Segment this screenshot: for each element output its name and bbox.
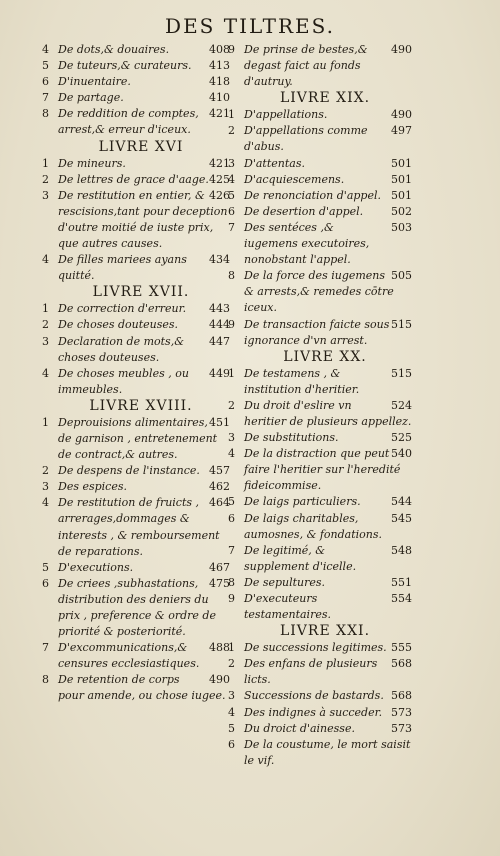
entry-number: 6: [228, 204, 235, 218]
entry-title-text: Des espices.: [58, 480, 127, 494]
entry-page-number: 502: [391, 204, 412, 218]
entry-page-number: 410: [209, 91, 230, 105]
entry-title: [244, 220, 412, 268]
entry-number: 7: [42, 641, 49, 655]
entry-page-number: 443: [209, 302, 230, 316]
entry-number: 7: [42, 91, 49, 105]
entry-title: [244, 446, 412, 494]
entry-page-number: 464: [209, 496, 230, 510]
entry-page-number: 451: [209, 415, 230, 429]
entry-number: 7: [228, 220, 235, 234]
entry-title: [58, 576, 230, 640]
entry-number: 4: [42, 366, 49, 380]
toc-entry: [228, 317, 412, 349]
toc-entry: [228, 107, 412, 123]
entry-page-number: 503: [391, 220, 412, 234]
toc-entry: [42, 42, 230, 58]
entry-title: [58, 560, 230, 576]
entry-title: [58, 90, 230, 106]
entry-title: [58, 252, 230, 284]
toc-entry: [228, 123, 412, 155]
toc-entry: [42, 317, 230, 333]
entry-number: 8: [42, 107, 49, 121]
entry-number: 1: [42, 302, 49, 316]
entry-title: [244, 656, 412, 688]
entry-title-text: De successions legitimes.: [244, 641, 387, 655]
entry-page-number: 568: [391, 657, 412, 671]
entry-title-text: De partage.: [58, 91, 124, 105]
entry-title-text: Des enfans de plusieurs licts.: [244, 657, 378, 687]
entry-number: 8: [228, 575, 235, 589]
left-column: [42, 42, 230, 705]
entry-title: [58, 415, 230, 463]
entry-title: [58, 188, 230, 252]
entry-title-text: Successions de bastards.: [244, 689, 384, 703]
entry-page-number: 544: [391, 495, 412, 509]
entry-number: 3: [228, 689, 235, 703]
toc-entry: [228, 268, 412, 316]
entry-title-text: De tuteurs,& curateurs.: [58, 59, 192, 73]
toc-entry: [42, 495, 230, 559]
entry-title-text: De la distraction que peut faire l'heritier sur l'heredité fideicommise.: [244, 447, 401, 493]
entry-page-number: 501: [391, 172, 412, 186]
entry-title-text: De retention de corps pour amende, ou chose iugee.: [58, 673, 226, 703]
entry-number: 5: [228, 721, 235, 735]
entry-title: [244, 398, 412, 430]
entry-title-text: Deprouisions alimentaires, de garnison , entretenement de contract,& autres.: [58, 415, 218, 462]
entry-title-text: De sepultures.: [244, 575, 326, 589]
toc-entry: [42, 560, 230, 576]
entry-page-number: 488: [209, 641, 230, 655]
toc-entry: [42, 415, 230, 463]
toc-entry: [228, 494, 412, 510]
entry-title-text: De legitimé, & supplement d'icelle.: [244, 543, 357, 573]
entry-title: [244, 123, 412, 155]
entry-title-text: D'executeurs testamentaires.: [244, 592, 331, 622]
entry-title: [244, 688, 412, 704]
entry-number: 1: [42, 415, 49, 429]
entry-title: [244, 591, 412, 623]
entry-title-text: De criees ,subhastations, distribution des deniers du prix , preference & ordre de priorité & posteriorité.: [58, 576, 216, 639]
entry-title: [58, 479, 230, 495]
entry-number: 9: [228, 592, 235, 605]
toc-entry: [228, 156, 412, 172]
entry-number: 2: [228, 124, 235, 138]
entry-number: 3: [228, 156, 235, 170]
entry-number: 6: [42, 75, 49, 89]
toc-entry: [42, 188, 230, 252]
entry-title-text: De desertion d'appel.: [244, 204, 364, 218]
entry-title-text: Des sentéces ,& iugemens executoires, nonobstant l'appel.: [244, 220, 370, 267]
entry-number: 5: [228, 188, 235, 202]
entry-number: 6: [228, 737, 235, 751]
entry-title: [58, 74, 230, 90]
entry-page-number: 421: [209, 107, 230, 121]
entry-page-number: 490: [209, 673, 230, 687]
entry-title-text: De restitution en entier, & rescisions,tant pour deception d'outre moitié de iuste prix, que autres causes.: [58, 188, 228, 251]
entry-page-number: 501: [391, 188, 412, 202]
entry-title-text: De la coustume, le mort saisit le vif.: [244, 737, 411, 767]
entry-title-text: De filles mariees ayans quitté.: [58, 253, 187, 283]
entry-title: [244, 737, 412, 769]
entry-page-number: 421: [209, 156, 230, 170]
entry-number: 4: [42, 253, 49, 267]
entry-number: 4: [42, 43, 49, 56]
toc-entry: [228, 656, 412, 688]
entry-page-number: 505: [391, 269, 412, 283]
entry-title: [58, 640, 230, 672]
entry-title: [244, 172, 412, 188]
entry-page-number: 490: [391, 43, 412, 56]
toc-entry: [228, 172, 412, 188]
toc-entry: [42, 366, 230, 398]
entry-page-number: 462: [209, 480, 230, 494]
entry-number: 5: [42, 560, 49, 574]
entry-title-text: De renonciation d'appel.: [244, 188, 381, 202]
entry-number: 4: [228, 705, 235, 719]
entry-title: [58, 463, 230, 479]
entry-number: 3: [42, 480, 49, 494]
entry-title: [244, 575, 412, 591]
entry-title-text: Des indignes à succeder.: [244, 705, 383, 719]
entry-title: [244, 204, 412, 220]
entry-title: [244, 107, 412, 123]
entry-page-number: 515: [391, 366, 412, 380]
entry-title: [244, 511, 412, 543]
entry-number: 3: [42, 188, 49, 202]
entry-title: [58, 317, 230, 333]
entry-page-number: 555: [391, 641, 412, 655]
toc-entry: [228, 591, 412, 623]
toc-entry: [42, 576, 230, 640]
entry-title: [58, 495, 230, 559]
entry-number: 2: [42, 318, 49, 332]
entry-number: 4: [42, 496, 49, 510]
entry-number: 1: [228, 108, 235, 122]
entry-number: 3: [228, 431, 235, 445]
toc-entry: [42, 90, 230, 106]
book-heading: LIVRE XXI.: [279, 623, 371, 640]
toc-entry: [42, 334, 230, 366]
entry-title: [244, 494, 412, 510]
entry-number: 6: [228, 511, 235, 525]
entry-title: [58, 156, 230, 172]
entry-title-text: Declaration de mots,& choses douteuses.: [58, 334, 184, 364]
toc-entry: [42, 479, 230, 495]
toc-entry: [228, 366, 412, 398]
entry-page-number: 434: [209, 253, 230, 267]
entry-title-text: De restitution de fruicts , arrerages,dommages & interests , & remboursement de reparations.: [58, 496, 220, 558]
entry-number: 9: [228, 317, 235, 331]
toc-entry: [42, 252, 230, 284]
entry-title-text: De prinse de bestes,& degast faict au fonds d'autruy.: [244, 43, 368, 89]
entry-title-text: De mineurs.: [58, 156, 126, 170]
toc-entry: [42, 672, 230, 704]
toc-entry: [42, 301, 230, 317]
entry-title-text: Du droit d'eslire vn heritier de plusieurs appellez.: [244, 398, 412, 428]
entry-page-number: 490: [391, 108, 412, 122]
toc-entry: [228, 430, 412, 446]
toc-entry: [42, 463, 230, 479]
entry-page-number: 467: [209, 560, 230, 574]
toc-entry: [228, 398, 412, 430]
toc-entry: [42, 74, 230, 90]
entry-number: 2: [42, 172, 49, 186]
entry-title-text: Du droict d'ainesse.: [244, 721, 355, 735]
entry-title: [58, 366, 230, 398]
entry-title-text: D'inuentaire.: [58, 75, 131, 89]
entry-page-number: 426: [209, 188, 230, 202]
entry-title: [244, 188, 412, 204]
book-heading: LIVRE XVI: [98, 138, 184, 155]
entry-title-text: De lettres de grace d'aage.: [58, 172, 209, 186]
entry-title-text: De substitutions.: [244, 431, 339, 445]
entry-page-number: 475: [209, 576, 230, 590]
entry-page-number: 501: [391, 156, 412, 170]
entry-page-number: 497: [391, 124, 412, 138]
entry-title: [244, 640, 412, 656]
entry-number: 8: [42, 673, 49, 687]
entry-number: 1: [42, 156, 49, 170]
entry-title: [244, 721, 412, 737]
entry-number: 1: [228, 641, 235, 655]
entry-page-number: 408: [209, 43, 230, 56]
toc-entry: [228, 188, 412, 204]
entry-title-text: De dots,& douaires.: [58, 43, 170, 56]
entry-title-text: De transaction faicte sous ignorance d'vn arrest.: [244, 317, 390, 347]
entry-title: [244, 317, 412, 349]
entry-number: 9: [228, 43, 235, 56]
entry-number: 5: [42, 59, 49, 73]
entry-title-text: D'excommunications,& censures ecclesiastiques.: [58, 641, 200, 671]
entry-title: [244, 705, 412, 721]
entry-title: [244, 268, 412, 316]
entry-number: 1: [228, 366, 235, 380]
entry-title-text: D'appellations comme d'abus.: [244, 124, 368, 154]
entry-number: 2: [228, 398, 235, 412]
book-heading: LIVRE XVII.: [92, 284, 190, 301]
book-heading: LIVRE XIX.: [279, 90, 371, 107]
entry-page-number: 413: [209, 59, 230, 73]
entry-title: [244, 543, 412, 575]
toc-entry: [228, 721, 412, 737]
entry-number: 6: [42, 576, 49, 590]
entry-title: [58, 334, 230, 366]
entry-title-text: De choses douteuses.: [58, 318, 179, 332]
toc-entry: [228, 446, 412, 494]
entry-title: [244, 42, 412, 90]
entry-page-number: 573: [391, 721, 412, 735]
entry-title-text: De correction d'erreur.: [58, 302, 187, 316]
entry-page-number: 551: [391, 575, 412, 589]
entry-title-text: De choses meubles , ou immeubles.: [58, 366, 189, 396]
entry-title: [58, 172, 230, 188]
entry-page-number: 444: [209, 318, 230, 332]
entry-title-text: De laigs charitables, aumosnes, & fondations.: [244, 511, 383, 541]
entry-title: [58, 672, 230, 704]
entry-title-text: De la force des iugemens & arrests,& remedes cōtre iceux.: [244, 269, 394, 315]
entry-title: [244, 430, 412, 446]
entry-title-text: De despens de l'instance.: [58, 464, 200, 478]
entry-page-number: 447: [209, 334, 230, 348]
entry-page-number: 457: [209, 464, 230, 478]
toc-entry: [228, 220, 412, 268]
entry-page-number: 540: [391, 447, 412, 461]
entry-title: [244, 156, 412, 172]
toc-entry: [228, 705, 412, 721]
entry-page-number: 515: [391, 317, 412, 331]
entry-title: [58, 58, 230, 74]
entry-page-number: 524: [391, 398, 412, 412]
entry-title: [58, 301, 230, 317]
toc-entry: [228, 511, 412, 543]
toc-entry: [42, 156, 230, 172]
entry-title-text: D'acquiescemens.: [244, 172, 345, 186]
entry-number: 2: [228, 657, 235, 671]
entry-title-text: De reddition de comptes, arrest,& erreur d'iceux.: [58, 107, 199, 137]
entry-page-number: 425: [209, 172, 230, 186]
entry-number: 8: [228, 269, 235, 283]
entry-title: [58, 42, 230, 58]
entry-page-number: 418: [209, 75, 230, 89]
entry-page-number: 568: [391, 689, 412, 703]
entry-title: [244, 366, 412, 398]
entry-page-number: 545: [391, 511, 412, 525]
entry-number: 4: [228, 447, 235, 461]
entry-title-text: De laigs particuliers.: [244, 495, 361, 509]
toc-entry: [228, 42, 412, 90]
toc-entry: [42, 106, 230, 138]
entry-title: [58, 106, 230, 138]
entry-page-number: 554: [391, 592, 412, 605]
entry-title-text: D'attentas.: [244, 156, 305, 170]
entry-number: 2: [42, 464, 49, 478]
book-heading: LIVRE XX.: [283, 348, 367, 365]
entry-page-number: 449: [209, 366, 230, 380]
running-header: DES TILTRES.: [165, 14, 335, 38]
entry-title-text: D'appellations.: [244, 108, 328, 122]
toc-entry: [228, 204, 412, 220]
toc-entry: [228, 737, 412, 769]
entry-page-number: 548: [391, 543, 412, 557]
entry-number: 4: [228, 172, 235, 186]
toc-entry: [228, 543, 412, 575]
toc-entry: [42, 640, 230, 672]
entry-title-text: D'executions.: [58, 560, 134, 574]
entry-number: 7: [228, 543, 235, 557]
entry-number: 3: [42, 334, 49, 348]
book-heading: LIVRE XVIII.: [89, 397, 193, 414]
toc-entry: [228, 575, 412, 591]
toc-entry: [228, 688, 412, 704]
entry-page-number: 573: [391, 705, 412, 719]
entry-number: 5: [228, 495, 235, 509]
toc-entry: [228, 640, 412, 656]
right-column: [228, 42, 412, 769]
toc-entry: [42, 58, 230, 74]
toc-entry: [42, 172, 230, 188]
entry-page-number: 525: [391, 431, 412, 445]
entry-title-text: De testamens , & institution d'heritier.: [244, 366, 360, 396]
